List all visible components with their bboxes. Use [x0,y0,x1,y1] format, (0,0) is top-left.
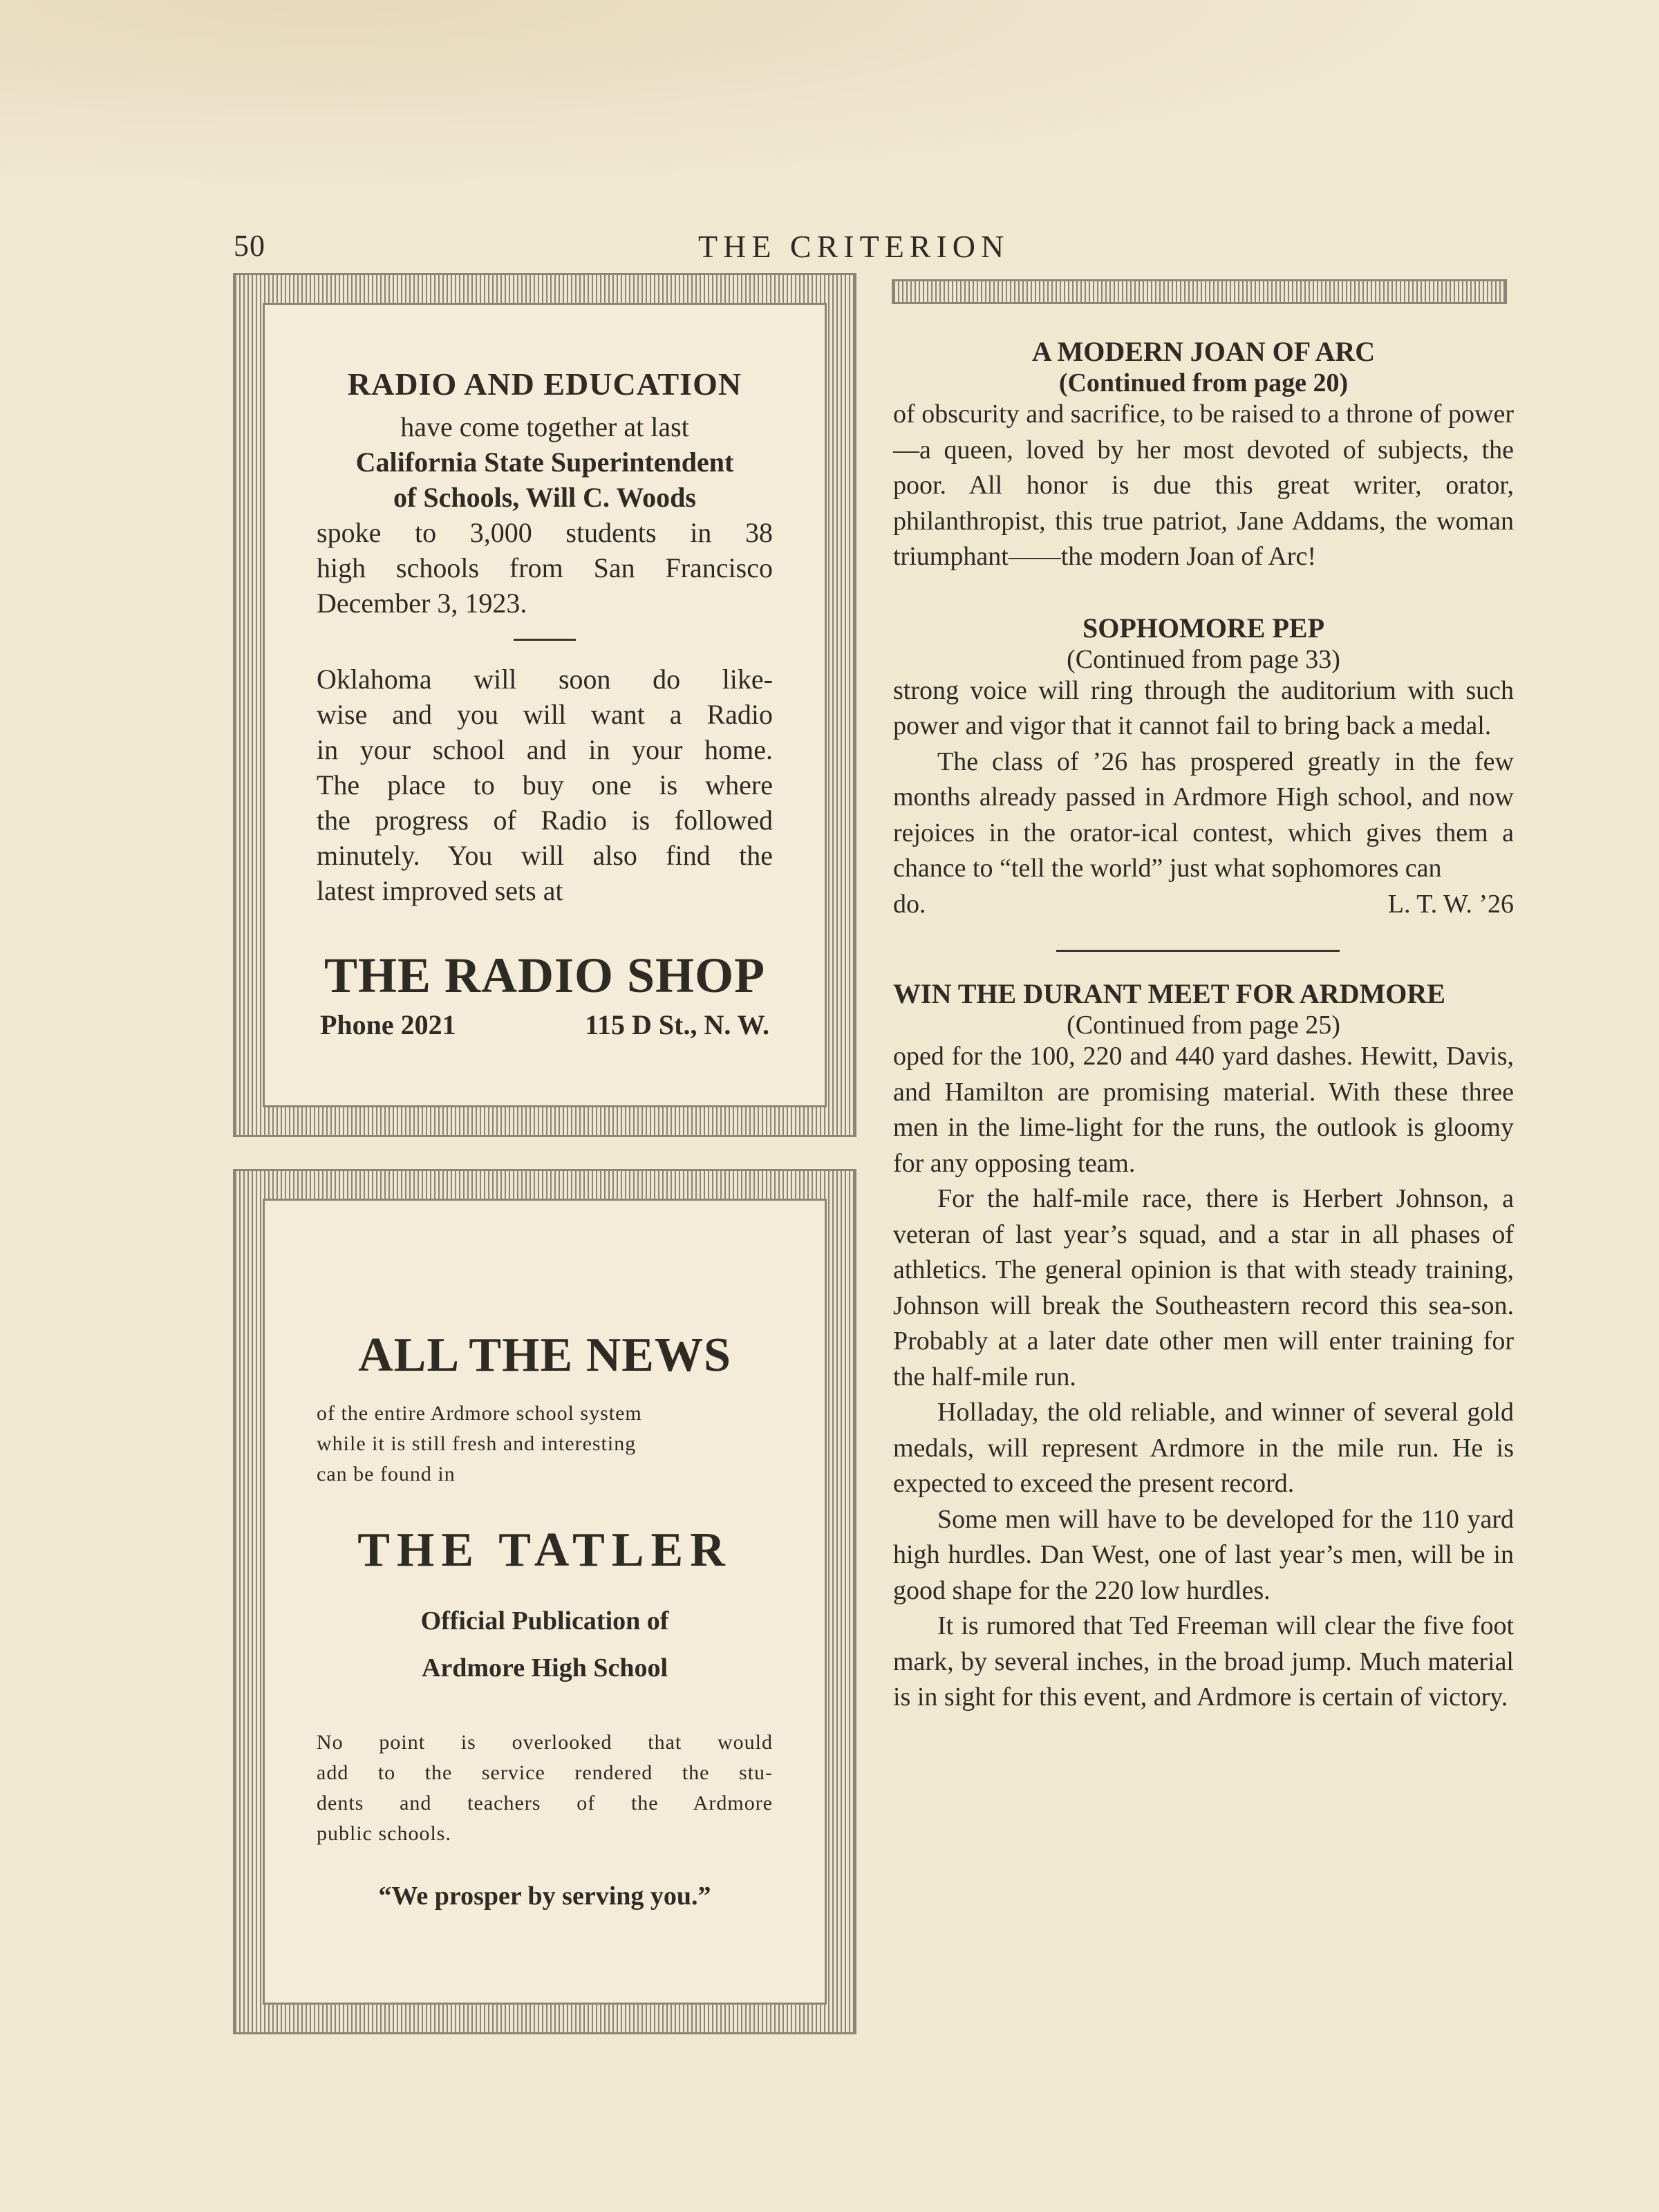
ad-line: minutely. You will also find the [317,840,773,871]
continued-note: (Continued from page 20) [1058,368,1349,397]
page-number: 50 [234,229,265,263]
paragraph-end: do. [893,889,926,919]
article-paragraph: Some men will have to be developed for the 110 yard high hurdles. Dan West, one of last year’s men, will be in good shape for the 220 low hurdles. [893,1504,1514,1605]
article-paragraph: It is rumored that Ted Freeman will clear the five foot mark, by several inches, in the broad jump. Much material is in sight for this event, and Ardmore is certain of victory. [893,1611,1514,1712]
signature-row [893,887,1514,923]
author-signature: L. T. W. ’26 [1387,889,1514,919]
ad-line: high schools from San Francisco [317,552,773,583]
column-ornament-rule [892,279,1507,304]
article-paragraph: of obscurity and sacrifice, to be raised to a throne of power—a queen, loved by her most devoted of subjects, the poor. All honor is due this great writer, orator, philanthropist, this true patriot, Jane Addams, the woman triumphant——the modern Joan of Arc! [893,400,1514,571]
ad-headline: ALL THE NEWS [358,1329,731,1382]
ad-line: while it is still fresh and interesting [317,1432,637,1455]
ad-line: of Schools, Will C. Woods [393,482,696,513]
paper-stain [0,0,1659,221]
divider [514,639,576,641]
continued-note: (Continued from page 25) [1067,1011,1340,1040]
ad-line: dents and teachers of the Ardmore [317,1792,773,1815]
shop-phone: Phone 2021 [320,1009,456,1040]
article-paragraph: The class of ’26 has prospered greatly in the few months already passed in Ardmore High school, and now rejoices in the orator-ical contest, which gives them a chance to “tell the world” just what sophomores can [893,747,1514,883]
article-paragraph: Holladay, the old reliable, and winner of several gold medals, will represent Ardmore in the mile run. He is expected to exceed the present record. [893,1398,1514,1498]
article-title: SOPHOMORE PEP [1082,612,1324,644]
article-paragraph: For the half-mile race, there is Herbert Johnson, a veteran of last year’s squad, and a star in all phases of athletics. The general opinion is that with steady training, Johnson will break the Southeastern record this sea-son. Probably at a later date other men will enter training for the half-mile run. [893,1184,1514,1391]
ad-heading: RADIO AND EDUCATION [347,366,742,402]
ad-line: spoke to 3,000 students in 38 [317,517,773,548]
ad-line: December 3, 1923. [317,588,527,619]
radio-shop-ad-inner [263,303,827,1107]
shop-contact [320,1009,769,1041]
shop-address: 115 D St., N. W. [585,1009,769,1040]
article-title: A MODERN JOAN OF ARC [1031,336,1376,367]
ad-body [317,409,773,908]
article-paragraph: oped for the 100, 220 and 440 yard dashes. Hewitt, Davis, and Hamilton are promising material. With these three men in the lime-light for the runs, the outlook is gloomy for any opposing team. [893,1042,1514,1178]
running-title: THE CRITERION [698,229,1010,264]
spacer [893,575,1514,611]
ad-body [317,1727,773,1849]
official-publication [421,1597,669,1691]
ad-line: of the entire Ardmore school system [317,1402,642,1425]
article-column [893,335,1514,1716]
article-paragraph: strong voice will ring through the auditorium with such power and vigor that it cannot fail to bring back a medal. [893,675,1514,740]
ad-line: the progress of Radio is followed [317,805,773,836]
continued-note: (Continued from page 33) [1067,644,1340,674]
ad-line: No point is overlooked that would [317,1731,773,1754]
ad-line: wise and you will want a Radio [317,699,773,730]
ad-line: Official Publication of [420,1606,669,1635]
ad-line: can be found in [317,1463,456,1485]
ad-motto: “We prosper by serving you.” [378,1882,711,1911]
tatler-ad-inner [263,1199,827,2005]
radio-shop-ad [235,275,854,1135]
ad-line: public schools. [317,1822,451,1845]
ad-line: add to the service rendered the stu- [317,1761,773,1784]
page-header [0,228,1659,270]
divider [1056,950,1340,952]
ad-line: have come together at last [400,411,689,442]
tatler-ad [235,1171,854,2032]
shop-name: THE RADIO SHOP [324,948,766,1003]
ad-line: in your school and in your home. [317,734,773,765]
paper-name: THE TATLER [357,1524,732,1577]
ad-line: Ardmore High School [421,1653,668,1683]
article-title: WIN THE DURANT MEET FOR ARDMORE [893,978,1445,1009]
ad-line: Oklahoma will soon do like- [317,664,773,695]
ad-intro [317,1398,773,1490]
ad-line: The place to buy one is where [317,769,773,800]
ad-line: latest improved sets at [317,875,563,906]
ad-line: California State Superintendent [355,447,734,478]
